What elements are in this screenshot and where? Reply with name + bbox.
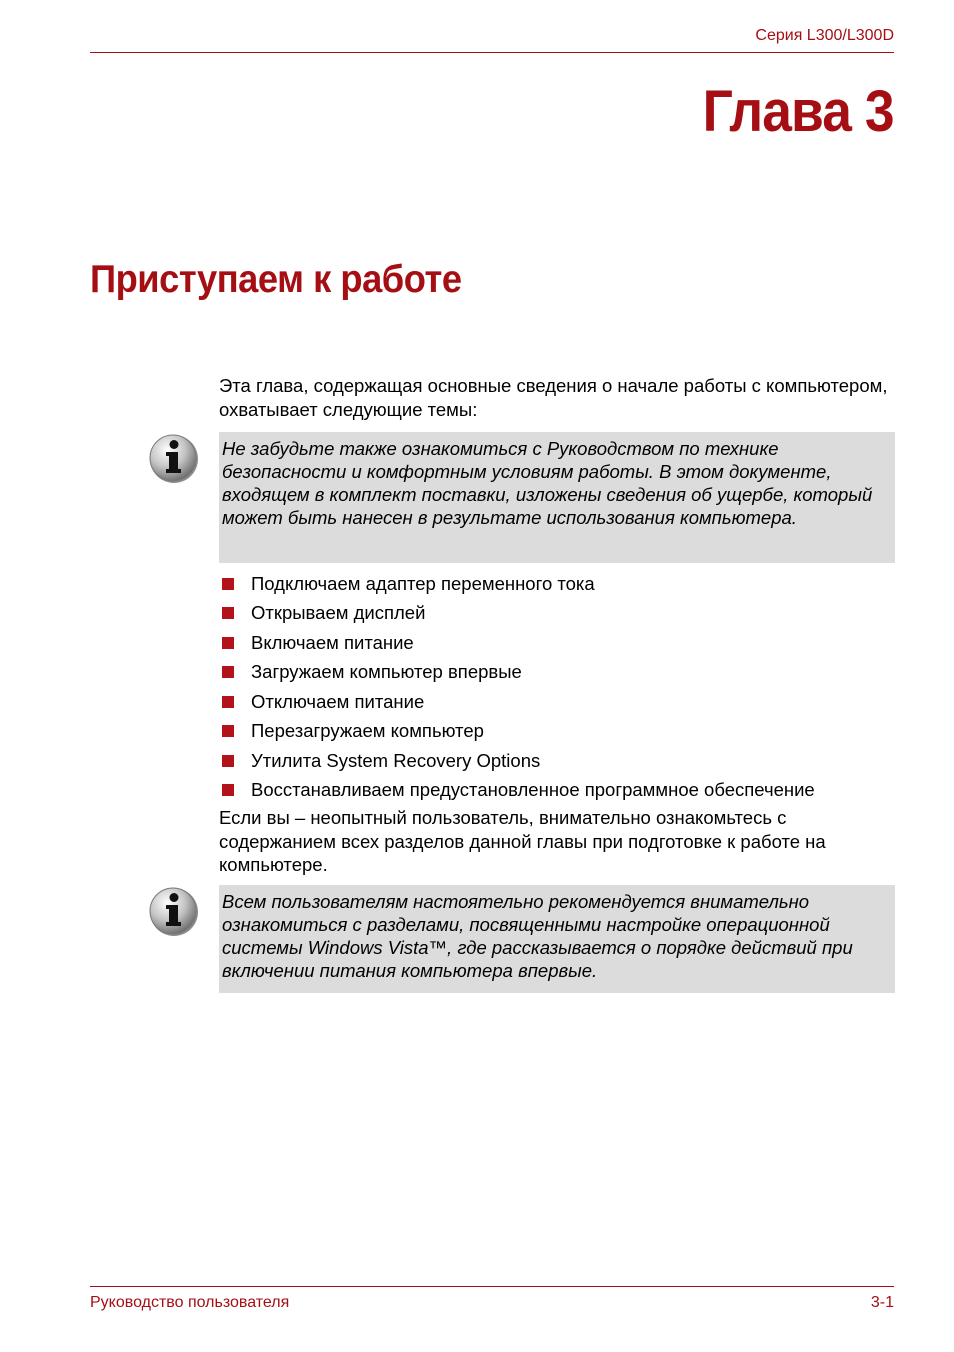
list-item bbox=[219, 658, 815, 688]
list-item-label: Перезагружаем компьютер bbox=[251, 720, 484, 742]
list-item bbox=[219, 776, 815, 806]
intro-paragraph: Эта глава, содержащая основные сведения о начале работы с компьютером, охватывает следующие темы: bbox=[219, 375, 888, 420]
bullet-square-icon bbox=[222, 696, 234, 708]
footer-rule bbox=[90, 1286, 894, 1287]
list-item bbox=[219, 687, 815, 717]
list-item-label: Утилита System Recovery Options bbox=[251, 749, 541, 771]
chapter-title: Глава 3 bbox=[702, 79, 894, 144]
list-item-label: Загружаем компьютер впервые bbox=[251, 661, 522, 683]
footer-manual-title: Руководство пользователя bbox=[90, 1294, 290, 1311]
advice-paragraph: Если вы – неопытный пользователь, внимательно ознакомьтесь с содержанием всех разделов данной главы при подготовке к работе на компьютере. bbox=[219, 807, 826, 875]
bullet-square-icon bbox=[222, 666, 234, 678]
bullet-square-icon bbox=[222, 578, 234, 590]
list-item bbox=[219, 599, 815, 629]
header-series: Серия L300/L300D bbox=[755, 27, 894, 44]
page-number: 3-1 bbox=[870, 1294, 894, 1311]
list-item-label: Отключаем питание bbox=[251, 690, 425, 712]
section-title: Приступаем к работе bbox=[90, 258, 462, 301]
list-item bbox=[219, 569, 815, 599]
list-item-label: Подключаем адаптер переменного тока bbox=[251, 572, 595, 594]
bullet-square-icon bbox=[222, 755, 234, 767]
list-item-label: Восстанавливаем предустановленное программное обеспечение bbox=[251, 779, 815, 801]
note-safety-text: Не забудьте также ознакомиться с Руководством по технике безопасности и комфортным условиям работы. В этом документе, входящем в комплект поставки, изложены сведения об ущербе, который может быть нанесен в результате использования компьютера. bbox=[222, 438, 873, 528]
list-item bbox=[219, 717, 815, 747]
list-item bbox=[219, 628, 815, 658]
bullet-square-icon bbox=[222, 637, 234, 649]
bullet-square-icon bbox=[222, 607, 234, 619]
header-rule bbox=[90, 52, 894, 53]
info-icon bbox=[148, 432, 200, 484]
topics-list bbox=[219, 569, 815, 805]
bullet-square-icon bbox=[222, 784, 234, 796]
info-icon bbox=[148, 885, 200, 937]
list-item-label: Включаем питание bbox=[251, 631, 414, 653]
note-windows-vista-text: Всем пользователям настоятельно рекомендуется внимательно ознакомиться с разделами, посвященными настройке операционной системы Windows Vista™, где рассказывается о порядке действий при включении питания компьютера впервые. bbox=[222, 891, 853, 981]
bullet-square-icon bbox=[222, 725, 234, 737]
note-safety bbox=[219, 432, 895, 563]
list-item-label: Открываем дисплей bbox=[251, 602, 426, 624]
list-item bbox=[219, 746, 815, 776]
note-windows-vista bbox=[219, 885, 895, 993]
